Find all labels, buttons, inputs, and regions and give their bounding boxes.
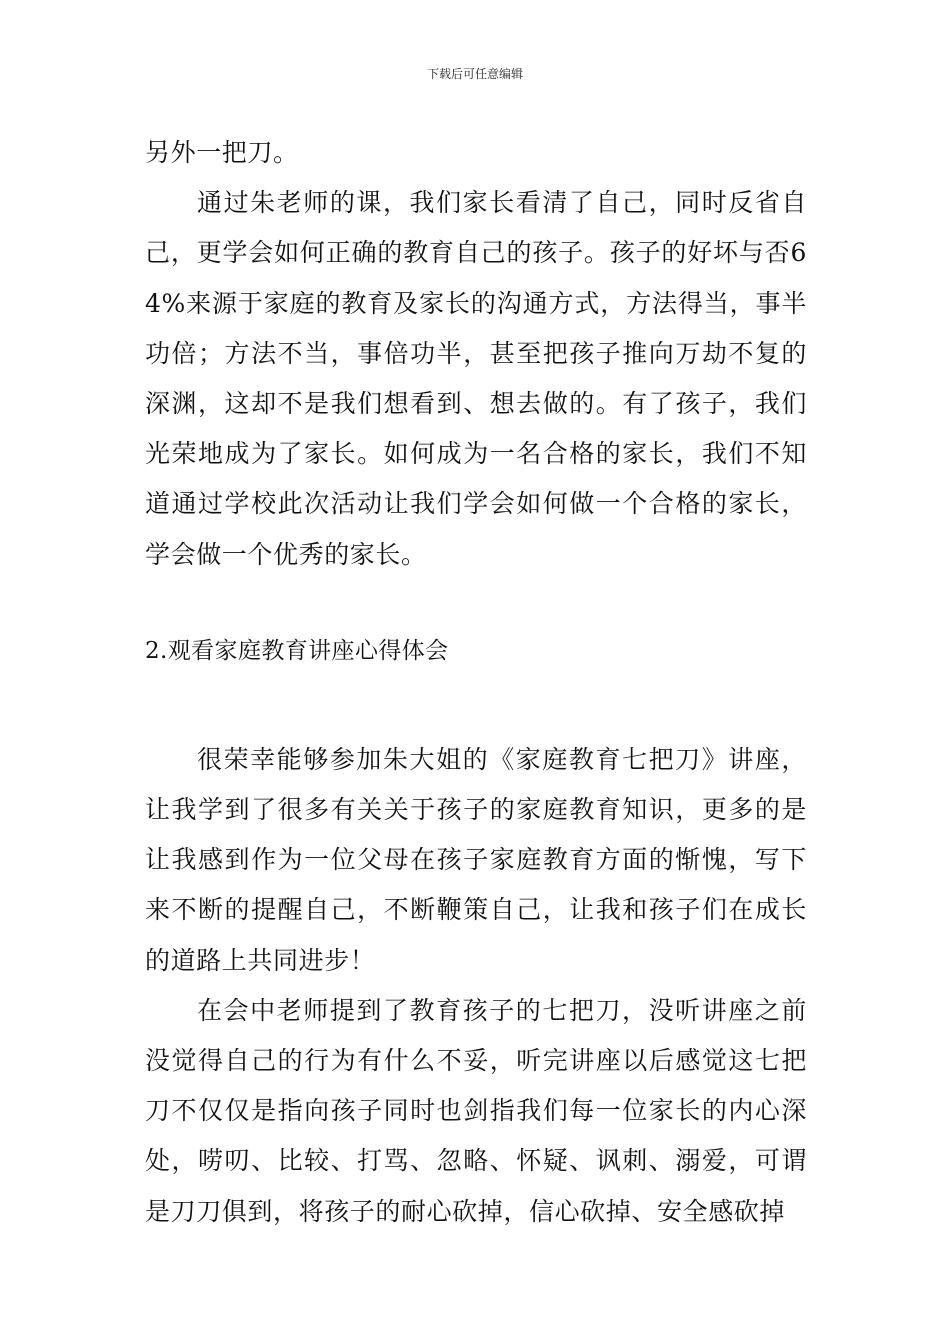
document-body: [145, 128, 807, 1237]
section-title: 2.观看家庭教育讲座心得体会: [145, 637, 449, 664]
paragraph-course-reflection: 通过朱老师的课，我们家长看清了自己，同时反省自己，更学会如何正确的教育自己的孩子。孩子的好坏与否64%来源于家庭的教育及家长的沟通方式，方法得当，事半功倍；方法不当，事倍功半，甚至把孩子推向万劫不复的深渊，这却不是我们想看到、想去做的。有了孩子，我们光荣地成为了家长。如何成为一名合格的家长，我们不知道通过学校此次活动让我们学会如何做一个合格的家长，学会做一个优秀的家长。: [145, 188, 807, 569]
paragraph-seven-knives: 在会中老师提到了教育孩子的七把刀，没听讲座之前没觉得自己的行为有什么不妥，听完讲座以后感觉这七把刀不仅仅是指向孩子同时也剑指我们每一位家长的内心深处，唠叨、比较、打骂、忽略、怀疑、讽刺、溺爱，可谓是刀刀俱到，将孩子的耐心砍掉，信心砍掉、安全感砍掉: [145, 995, 807, 1226]
page-header: 下载后可任意编辑: [426, 67, 523, 81]
paragraph-continuation: 另外一把刀。: [145, 138, 299, 167]
paragraph-lecture-intro: 很荣幸能够参加朱大姐的《家庭教育七把刀》讲座，让我学到了很多有关关于孩子的家庭教育知识，更多的是让我感到作为一位父母在孩子家庭教育方面的惭愧，写下来不断的提醒自己，不断鞭策自己，让我和孩子们在成长的道路上共同进步！: [145, 744, 807, 975]
